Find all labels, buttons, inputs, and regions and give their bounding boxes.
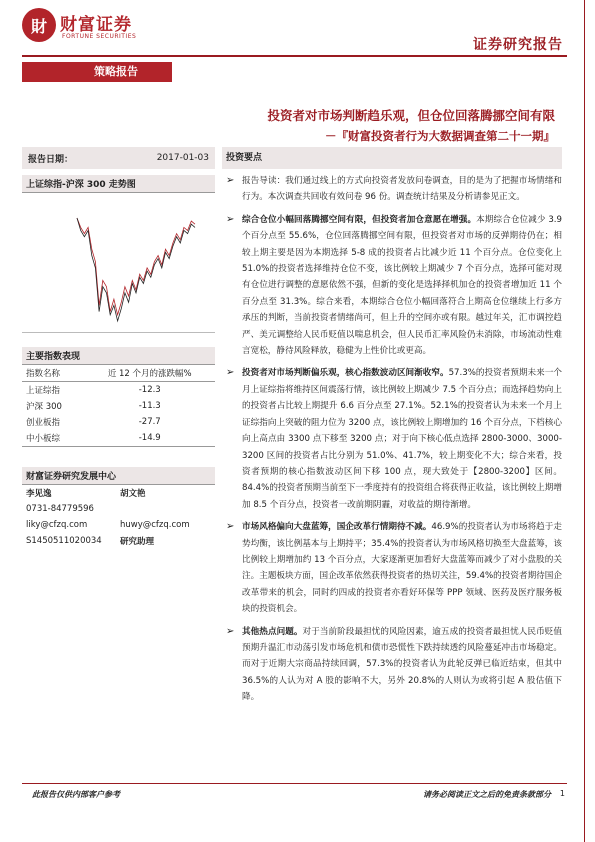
analyst-phone: 0731-84779596	[26, 504, 94, 514]
index-change: -12.3	[138, 385, 161, 395]
paragraph-heading: 综合仓位小幅回落腾挪空间有限，但投资者加仓意愿在增强。	[242, 214, 477, 225]
left-sidebar	[22, 147, 215, 549]
date-label: 报告日期：	[28, 154, 74, 165]
key-points-title: 投资要点	[222, 147, 562, 169]
paragraph-text: 57.3%的投资者预期未来一个月上证综指将维持区间震荡行情，该比例较上期减少 7.5 个百分点；而选择趋势向上的投资者占比较上期提升 6.6 百分点至 27.1%。52.1%的投资者认为未来一个月上证综指向上突破的阻力位为 3200 点，该比例较上期增加约 16 个百分点，下档核心向上高点由 3300 点下移至 3200 点；对于向下核心低点选择 2800-3000、3000-3200 区间的投资者占比分别为 51.0%、41.7%，较上期变化不大；综合来看，投资者预期的核心指数波动区间下移 100 点，现大致处于【2800-3200】区间。84.4%的投资者预期当前至下一季度持有的投资组合将获得正收益，该比例较上期增加 8.5 个百分点，投资者一改前期阴霾，对收益的期待渐增。	[242, 368, 562, 510]
date-value: 2017-01-03	[156, 153, 209, 163]
index-section-title: 主要指数表现	[22, 347, 215, 365]
trend-chart-svg	[22, 193, 215, 333]
index-name: 上证综指	[26, 386, 61, 396]
key-point-paragraph	[222, 365, 562, 513]
research-center-title: 财富证券研究发展中心	[22, 467, 215, 485]
bullet-arrow-icon: ➢	[226, 367, 235, 379]
footer-disclaimer-left: 此报告仅供内部客户参考	[32, 790, 120, 799]
report-date-row	[22, 147, 215, 169]
header-divider	[22, 55, 567, 57]
paragraph-text: 报告导读：我们通过线上的方式向投资者发放问卷调查，目的是为了把握市场情绪和行为。本次调查共回收有效问卷 96 份。调查统计结果及分析请参见正文。	[242, 176, 562, 203]
chart-title: 上证综指-沪深 300 走势图	[22, 175, 215, 193]
footer-disclaimer-right: 请务必阅读正文之后的免责条款部分	[423, 790, 551, 799]
side-rule	[584, 0, 585, 842]
report-title: 投资者对市场判断趋乐观，但仓位回落腾挪空间有限	[267, 108, 555, 123]
index-name: 沪深 300	[26, 402, 62, 412]
key-points-column	[222, 147, 562, 706]
report-subtitle: －『财富投资者行为大数据调查第二十一期』	[325, 129, 555, 143]
table-row	[22, 382, 215, 399]
bullet-arrow-icon: ➢	[226, 213, 235, 225]
paragraph-text: 对于当前阶段最担忧的风险因素，逾五成的投资者最担忧人民币贬值预期升温汇市动荡引发市场危机和债市恐慌性下跌持续透约风险蔓延冲击市场稳定。而对于近期大宗商品持续回调，57.3%的投资者认为此轮反弹已临近结束，但其中 36.5%的人认为对 A 股的影响不大，另外 20.8%的人则认为或将引起 A 股估值下降。	[242, 626, 562, 703]
footer-divider	[22, 783, 567, 784]
report-type-label: 证券研究报告	[473, 37, 563, 53]
index-change: -11.3	[138, 401, 161, 411]
paragraph-text: 46.9%的投资者认为市场将趋于走势均衡，该比例基本与上期持平；35.4%的投资者认为市场风格切换至大盘蓝筹，该比例较上期增加约 13 个百分点，大家逐渐更加看好大盘蓝筹而减少了对小盘股的关注。主题板块方面，国企改革依然获得投资者的热切关注，59.4%的投资者期待国企改革带来的机会，同时约四成的投资者亦看好环保等 PPP 领域、医药及医疗服务板块的投资机会。	[242, 522, 562, 615]
analyst-name: 李见逸	[26, 489, 52, 499]
key-point-paragraph	[222, 212, 562, 360]
index-trend-chart	[22, 193, 215, 333]
company-logo	[22, 8, 182, 52]
bullet-arrow-icon: ➢	[226, 175, 235, 186]
paragraph-heading: 其他热点问题。	[242, 626, 303, 637]
analyst-email[interactable]: huwy@cfzq.com	[120, 520, 190, 530]
key-point-paragraph	[222, 173, 562, 206]
bullet-arrow-icon: ➢	[226, 521, 235, 533]
key-point-paragraph	[222, 624, 562, 706]
logo-english-name: FORTUNE SECURITIES	[62, 33, 137, 40]
analyst-name: 胡文艳	[120, 489, 146, 499]
table-row	[22, 414, 215, 430]
key-point-paragraph	[222, 519, 562, 617]
index-name-header: 指数名称	[22, 365, 84, 382]
paragraph-heading: 投资者对市场判断偏乐观，核心指数波动区间渐收窄。	[242, 368, 449, 379]
bullet-arrow-icon: ➢	[226, 625, 235, 637]
logo-chinese-name: 财富证券	[60, 15, 132, 35]
index-name: 中小板综	[22, 430, 84, 447]
analyst-cert-number: S1450511020034	[26, 536, 102, 546]
analyst-email[interactable]: liky@cfzq.com	[26, 520, 88, 530]
logo-emblem-icon: 財	[22, 8, 56, 42]
analyst-role: 研究助理	[120, 537, 155, 547]
index-change-header: 近 12 个月的涨跌幅%	[84, 365, 215, 382]
index-table-header	[22, 365, 215, 382]
table-row	[22, 430, 215, 447]
index-table	[22, 365, 215, 447]
series-line-1	[77, 218, 195, 321]
analyst-contacts	[22, 485, 215, 549]
page-number: 1	[559, 789, 565, 798]
index-name: 创业板指	[26, 418, 61, 428]
index-change: -27.7	[138, 417, 161, 427]
index-change: -14.9	[84, 430, 215, 447]
strategy-report-tab: 策略报告	[22, 62, 172, 82]
paragraph-text: 本期综合仓位减少 3.9 个百分点至 55.6%，仓位回落腾挪空间有限，但投资者对市场的反弹期待仍在；相较上期主要是因为本期选择 5-8 成的投资者占比减少近 11 个百分点。仓位变化上 51.0%的投资者选择维持仓位不变，该比例较上期减少 7 个百分点，选择可能对现有仓位进行调整的意愿依然不强，但新的变化是选择择机加仓的投资者增加近 11 个百分点至 31.3%。综合来看，本期综合仓位小幅回落符合上期高仓位继续上行多方承压的判断，当前投资者情绪尚可，但上升的空间亦或有限。越过年关，汇市调控趋严、美元调整给人民币贬值以喘息机会，但人民币汇率风险仍未消除，市场流动性难言宽松，静待风险释放，稳健为上性价比或更高。	[242, 214, 562, 357]
paragraph-heading: 市场风格偏向大盘蓝筹，国企改革行情期待不减。	[242, 522, 432, 533]
table-row	[22, 398, 215, 414]
